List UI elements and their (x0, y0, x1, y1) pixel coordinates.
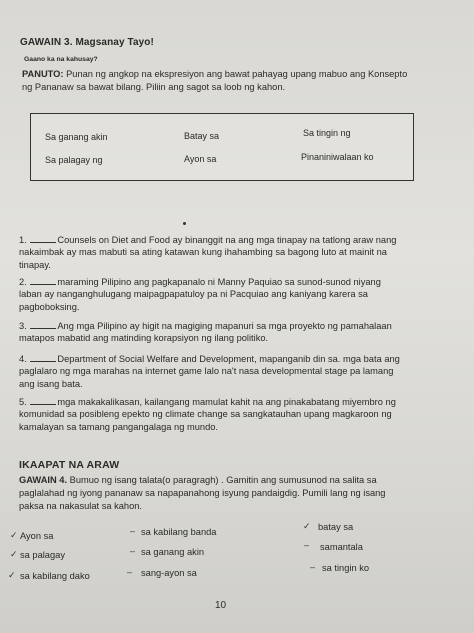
item-number: 5. (19, 397, 27, 407)
item-line: maraming Pilipino ang pagkapanalo ni Manny Paquiao sa sunod-sunod niyang (57, 277, 381, 287)
answer-blank (30, 396, 56, 405)
item-line: mga makakalikasan, kailangang mamulat kahit na ang pinakabatang miyembro ng (57, 397, 396, 407)
choice-item: Ayon sa (184, 154, 217, 164)
gawain3-title: GAWAIN 3. Magsanay Tayo! (20, 37, 154, 48)
panuto-line1 (22, 68, 407, 81)
dash-mark: – (130, 526, 136, 536)
exercise-item-2 (19, 276, 449, 313)
exercise-item-1 (19, 234, 449, 271)
item-line: laban ay nanganghulugang maipagpapatuloy pa ni Pacquiao ang kaniyang karera sa (19, 289, 368, 300)
word-item: Ayon sa (20, 531, 54, 541)
exercise-item-3 (19, 320, 449, 345)
choice-item: Pinaniniwalaan ko (301, 152, 374, 162)
checkmark: ✓ (303, 521, 311, 531)
panuto-text1: Punan ng angkop na ekspresiyon ang bawat pahayag upang mabuo ang Konsepto (63, 69, 408, 79)
choice-item: Sa palagay ng (45, 155, 103, 165)
answer-blank (30, 276, 56, 285)
exercise-item-5 (19, 396, 449, 433)
panuto-line2: ng Pananaw sa bawat bilang. Piliin ang sagot sa loob ng kahon. (22, 82, 286, 92)
item-number: 1. (19, 235, 27, 245)
item-number: 2. (19, 277, 27, 287)
item-line: Ang mga Pilipino ay higit na magiging mapanuri sa mga proyekto ng pamahalaan (57, 321, 392, 331)
dash-mark: – (310, 562, 316, 572)
word-item: sang-ayon sa (141, 568, 197, 578)
dash-mark: – (130, 546, 136, 556)
word-item: sa palagay (20, 550, 65, 560)
checkmark: ✓ (8, 570, 16, 580)
gawain4-text1: Bumuo ng isang talata(o paragragh) . Gamitin ang sumusunod na salita sa (67, 475, 377, 485)
checkmark: ✓ (10, 530, 18, 540)
word-item: sa kabilang dako (20, 571, 90, 581)
choice-item: Batay sa (184, 131, 220, 141)
dash-mark: – (304, 540, 310, 550)
checkmark: ✓ (10, 549, 18, 559)
exercise-item-4 (19, 353, 449, 390)
choices-box (30, 113, 414, 181)
item-line: tinapay. (19, 259, 51, 270)
item-line: paglalaro ng mga marahas na internet game lalo na't nasa developmental stage pa lamang (19, 366, 394, 377)
answer-blank (30, 234, 56, 243)
gawain4-line3: paksa na nakasulat sa kahon. (19, 501, 143, 511)
answer-blank (30, 320, 56, 329)
item-line: pagboboksing. (19, 301, 80, 312)
word-item: sa ganang akin (141, 547, 205, 557)
gawain4-line2: paglalahad ng iyong pananaw sa napapanahong isyung pandaigdig. Pumili lang ng isang (19, 488, 386, 498)
answer-blank (30, 353, 56, 362)
word-item: sa kabilang banda (141, 527, 217, 537)
stray-dot (183, 222, 186, 225)
page-number: 10 (215, 600, 227, 611)
item-line: Department of Social Welfare and Development, mapanganib din sa. mga bata ang (57, 354, 400, 364)
word-item: samantala (320, 542, 363, 552)
word-item: sa tingin ko (322, 563, 370, 573)
item-number: 3. (19, 321, 27, 331)
choice-item: Sa tingin ng (303, 128, 351, 138)
item-line: nakaimbak ay mas mabuti sa ating katawan kung ihahambing sa bagong luto at mainit na (19, 247, 387, 258)
item-line: komunidad sa posibleng epekto ng climate change sa sangkatauhan upang magkaroon ng (19, 409, 392, 420)
ikaapat-heading: IKAAPAT NA ARAW (19, 459, 120, 471)
item-line: kamalayan sa tamang pangangalaga ng mundo. (19, 421, 218, 432)
dash-mark: – (127, 567, 133, 577)
item-line: Counsels on Diet and Food ay binanggit na ang mga tinapay na tatlong araw nang (57, 235, 397, 245)
gawain4-line1 (19, 474, 377, 487)
item-line: ang isang bata. (19, 378, 83, 389)
item-number: 4. (19, 354, 27, 364)
gawain4-label: GAWAIN 4. (19, 475, 68, 485)
item-line: matapos mabatid ang matinding korapsiyon ng ilang politiko. (19, 333, 269, 344)
panuto-label: PANUTO: (22, 69, 64, 79)
gawain3-subtitle: Gaano ka na kahusay? (24, 56, 98, 63)
word-item: batay sa (318, 522, 354, 532)
choice-item: Sa ganang akin (45, 132, 108, 142)
